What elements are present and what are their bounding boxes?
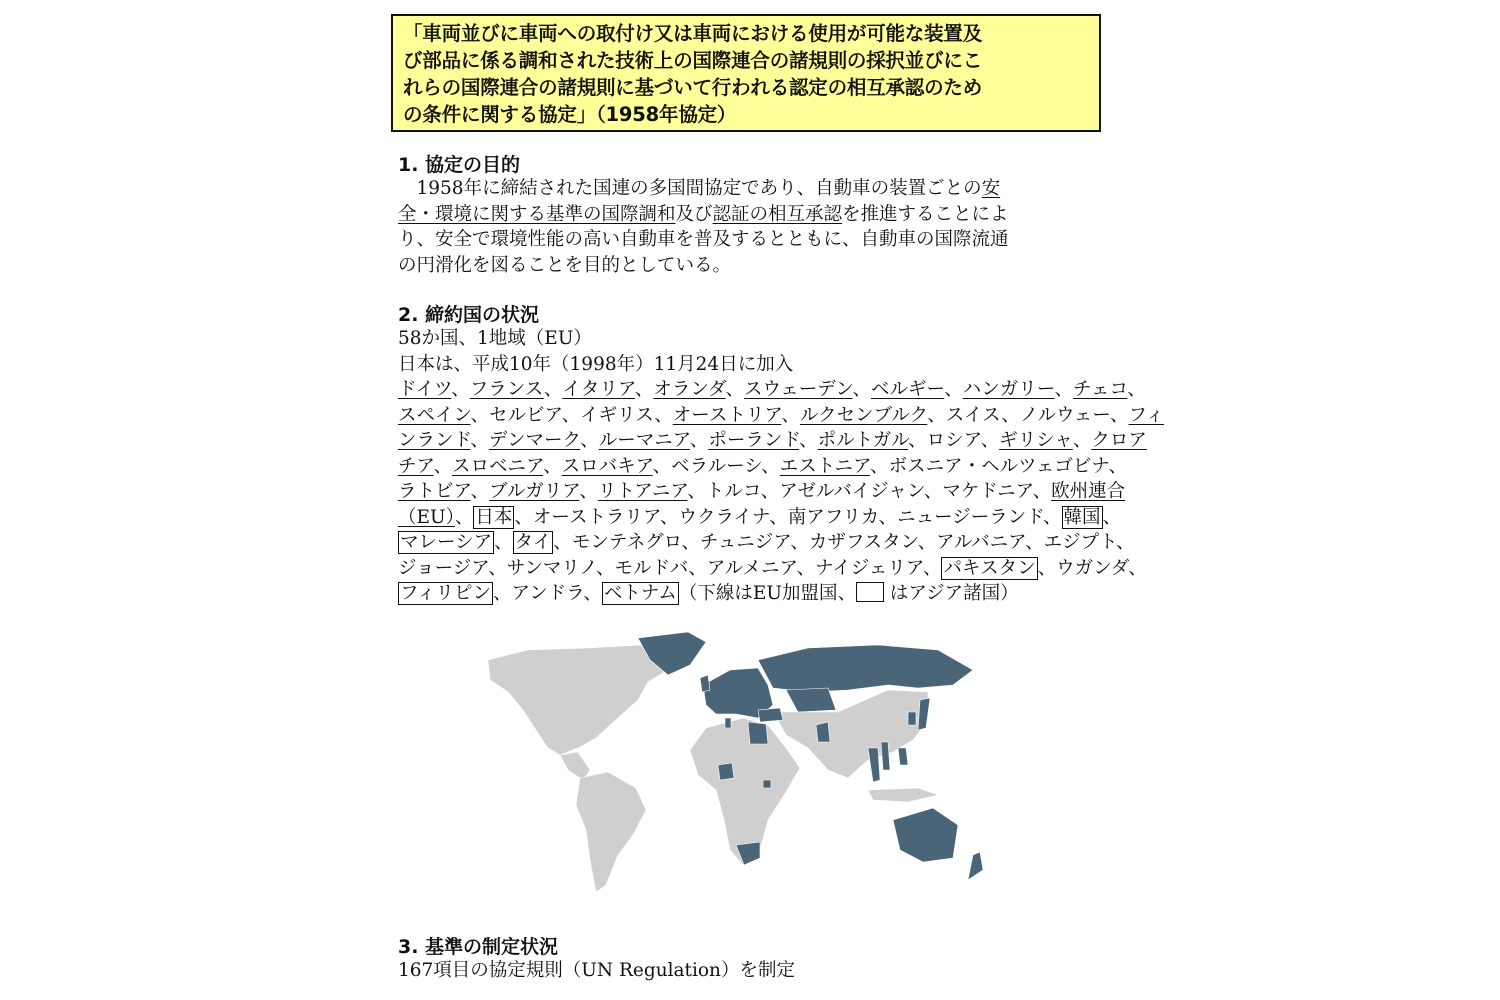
kazakhstan-region: [786, 688, 836, 712]
country: クロア: [1091, 430, 1147, 451]
country-list-line: ドイツ、フランス、イタリア、オランダ、スウェーデン、ベルギー、ハンガリー、チェコ、: [398, 379, 1146, 400]
country-list-line: （EU）、 日本 、オーストラリア、ウクライナ、南アフリカ、ニュージーランド、 韓国 、: [398, 506, 1122, 528]
section2-heading: 2. 締約国の状況: [398, 304, 540, 326]
country: チア: [398, 455, 434, 477]
country: エジプト: [1043, 532, 1116, 553]
turkey-region: [758, 708, 783, 722]
country: スロバキア: [561, 455, 653, 477]
country: フィ: [1128, 404, 1165, 426]
country: ハンガリー: [962, 379, 1055, 400]
country: ニュージーランド: [897, 506, 1044, 528]
section1-heading: 1. 協定の目的: [398, 154, 521, 176]
country: ルクセンブルク: [799, 404, 928, 426]
text: り、安全で環境性能の高い自動車を普及するとともに、自動車の国際流通: [398, 229, 1009, 250]
text: 安: [981, 178, 1001, 199]
japan-join-date: 日本は、平成10年（1998年）11月24日に加入: [398, 353, 794, 375]
text: 全・環境に関する基準の国際調和: [398, 203, 676, 225]
country: ポーランド: [708, 430, 800, 451]
country: ロシア: [926, 430, 981, 451]
title-line: び部品に係る調和された技術上の国際連合の諸規則の採択並びにこ: [403, 49, 983, 72]
country: ベルギー: [870, 379, 945, 400]
country: スイス: [945, 404, 1002, 426]
title-line: 「車両並びに車両への取付け又は車両における使用が可能な装置及: [403, 22, 983, 45]
country: セルビア: [489, 404, 562, 426]
country: リトアニア: [597, 481, 688, 502]
philippines-region: [898, 748, 908, 765]
country: ポルトガル: [817, 430, 909, 451]
country: ボスニア・ヘルツェゴビナ: [888, 455, 1109, 477]
text: 1958年に締結された国連の多国間協定であり、自動車の装置ごとの: [398, 178, 982, 199]
new-zealand-region: [968, 852, 983, 880]
country: ナイジェリア: [815, 557, 923, 579]
country: アルメニア: [706, 557, 797, 579]
australia-region: [893, 808, 958, 862]
country: フランス: [469, 379, 544, 400]
text: を推進することによ: [842, 203, 1009, 225]
section1-body: [398, 176, 1118, 278]
country: マレーシア: [400, 532, 493, 553]
title-line: の条件に関する協定」（1958年協定）: [403, 103, 737, 126]
country: オランダ: [653, 379, 726, 400]
country: ンランド: [398, 430, 471, 451]
country: モンテネグロ: [571, 532, 682, 553]
country-list-line: フィリピン 、アンドラ、 ベトナム （下線はEU加盟国、 はアジア諸国）: [400, 583, 1019, 604]
country: サンマリノ: [506, 557, 597, 579]
agreement-title-box: [391, 14, 1101, 132]
country: アゼルバイジャン: [779, 481, 924, 502]
north-america-landmass: [488, 645, 673, 755]
country: エストニア: [779, 455, 871, 477]
south-africa-region: [736, 842, 760, 865]
uk-region: [700, 675, 710, 692]
country: イタリア: [562, 379, 635, 400]
section2-body: [398, 326, 1165, 607]
country: カザフスタン: [808, 532, 918, 553]
country: 韓国: [1063, 506, 1101, 528]
country-list-line: ンランド、デンマーク、ルーマニア、ポーランド、ポルトガル、ロシア、ギリシャ、クロア: [398, 430, 1147, 451]
country: チェコ: [1073, 379, 1128, 400]
country: 欧州連合: [1051, 481, 1126, 502]
member-count: 58か国、1地域（EU）: [398, 328, 592, 349]
africa-landmass: [690, 718, 800, 865]
russia-region: [758, 645, 973, 692]
legend-note: はアジア諸国）: [889, 583, 1019, 604]
country: タイ: [514, 532, 552, 553]
country: ウガンダ: [1056, 557, 1129, 579]
country: オーストラリア: [532, 506, 661, 528]
country: イギリス: [580, 404, 655, 426]
country: 南アフリカ: [787, 506, 879, 528]
country: アンドラ: [511, 583, 584, 604]
country: スペイン: [398, 404, 471, 426]
text: 認証の相互承認: [712, 203, 843, 225]
country: ブルガリア: [489, 481, 580, 502]
legend-box-sample: [856, 582, 884, 602]
country: 日本: [475, 506, 513, 528]
country: ルーマニア: [598, 430, 690, 451]
country-list-line: ジョージア、サンマリノ、モルドバ、アルメニア、ナイジェリア、 パキスタン 、ウガンダ、: [398, 557, 1147, 579]
country: ジョージア: [398, 557, 489, 579]
country-list-line: スペイン、セルビア、イギリス、オーストリア、ルクセンブルク、スイス、ノルウェー、フィ: [398, 404, 1165, 426]
text: 及び: [675, 203, 713, 225]
country: ベトナム: [603, 583, 677, 604]
country: パキスタン: [943, 557, 1036, 579]
legend-note: （下線はEU加盟国、: [678, 583, 857, 604]
country: ノルウェー: [1019, 404, 1111, 426]
country-list-line: チア、スロベニア、スロバキア、ベラルーシ、エストニア、ボスニア・ヘルツェゴビナ、: [398, 455, 1128, 477]
country: チュニジア: [699, 532, 791, 553]
nigeria-region: [718, 763, 734, 780]
country: モルドバ: [614, 557, 689, 579]
country: ギリシャ: [999, 430, 1073, 451]
south-america-landmass: [576, 772, 646, 892]
country: デンマーク: [488, 430, 581, 451]
world-map: [468, 630, 1033, 900]
country: スロベニア: [452, 455, 544, 477]
text: の円滑化を図ることを目的としている。: [398, 254, 732, 276]
title-line: れらの国際連合の諸規則に基づいて行われる認定の相互承認のため: [403, 76, 983, 99]
thailand-malaysia-region: [868, 748, 880, 782]
country: ドイツ: [398, 379, 452, 400]
country: フィリピン: [400, 583, 492, 604]
country-list-line: ラトビア、ブルガリア、リトアニア、トルコ、アゼルバイジャン、マケドニア、欧州連合: [398, 481, 1126, 502]
indonesia-landmass: [868, 788, 938, 802]
country: スウェーデン: [744, 379, 853, 400]
country: ラトビア: [398, 481, 471, 502]
section3-body: [398, 958, 1118, 984]
country: アルバニア: [936, 532, 1026, 553]
uganda-region: [763, 780, 771, 788]
korea-region: [908, 712, 916, 725]
country-list-line: マレーシア 、 タイ 、モンテネグロ、チュニジア、カザフスタン、アルバニア、エジプト、: [400, 532, 1135, 553]
regulation-count: 167項目の協定規則（UN Regulation）を制定: [398, 960, 795, 981]
section3-heading: 3. 基準の制定状況: [398, 936, 559, 958]
country: マケドニア: [942, 481, 1033, 502]
egypt-region: [748, 722, 768, 744]
central-america-landmass: [560, 752, 590, 780]
country: （EU）: [398, 506, 455, 528]
country: ウクライナ: [678, 506, 770, 528]
country: トルコ: [705, 481, 761, 502]
pakistan-region: [816, 722, 830, 742]
country: オーストリア: [672, 404, 782, 426]
tunisia-region: [725, 718, 731, 728]
country: ベラルーシ: [671, 455, 762, 477]
